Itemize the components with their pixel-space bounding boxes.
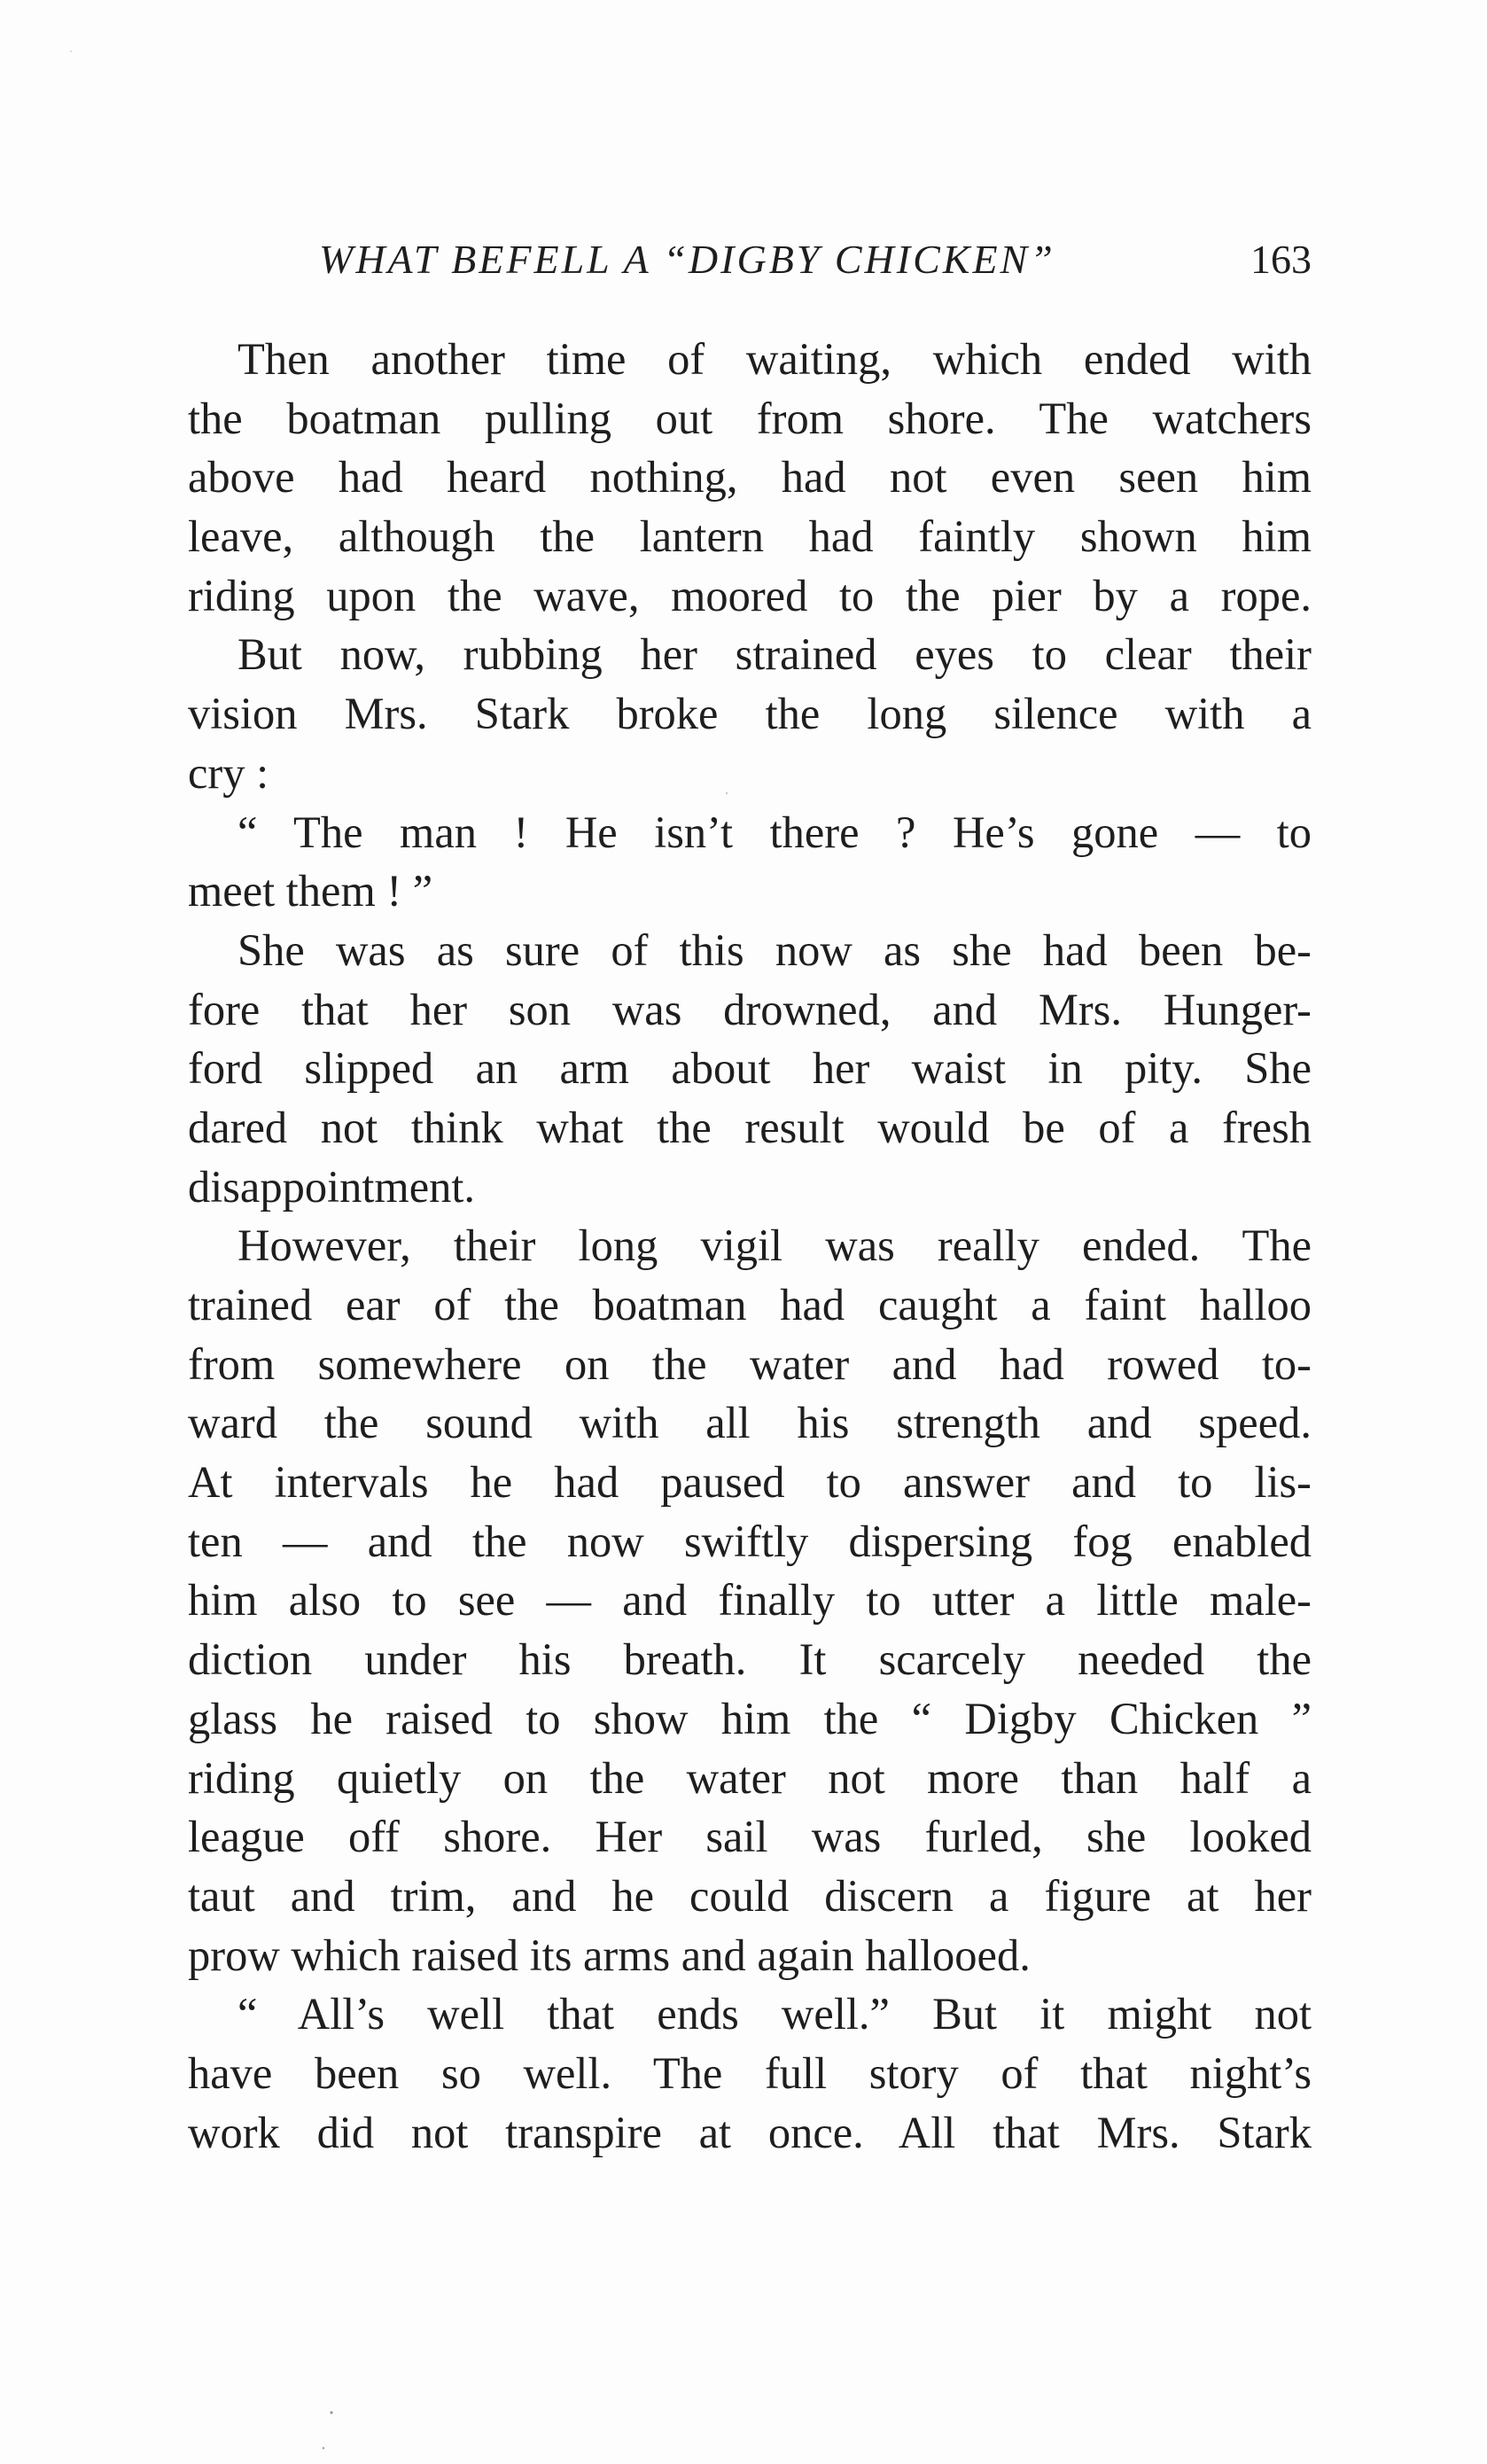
running-head: [319, 229, 1312, 291]
text-line: diction under his breath. It scarcely needed the: [188, 1634, 1312, 1685]
text-line: disappointment.: [188, 1161, 476, 1212]
text-line: vision Mrs. Stark broke the long silence with a: [188, 689, 1312, 739]
text-line: At intervals he had paused to answer and to lis-: [188, 1457, 1312, 1508]
text-line: riding upon the wave, moored to the pier by a rope.: [188, 570, 1312, 620]
text-line: ten — and the now swiftly dispersing fog enabled: [188, 1516, 1312, 1566]
text-line: taut and trim, and he could discern a figure at her: [188, 1870, 1312, 1921]
text-line: Then another time of waiting, which ended with: [237, 334, 1312, 384]
text-line: trained ear of the boatman had caught a faint halloo: [188, 1280, 1312, 1329]
paper-speck: [70, 51, 72, 52]
text-line: “ All’s well that ends well.” But it might not: [237, 1989, 1312, 2039]
text-line: However, their long vigil was really ended. The: [237, 1220, 1312, 1271]
body-text: [188, 330, 1312, 2162]
text-line: riding quietly on the water not more than half a: [188, 1752, 1312, 1803]
text-line: league off shore. Her sail was furled, she looked: [188, 1812, 1312, 1862]
text-line: But now, rubbing her strained eyes to clear their: [237, 629, 1312, 680]
text-line: ward the sound with all his strength and speed.: [188, 1398, 1312, 1448]
text-line: meet them ! ”: [188, 866, 433, 916]
text-line: dared not think what the result would be of a fresh: [188, 1102, 1312, 1152]
text-line: from somewhere on the water and had rowed to-: [188, 1338, 1312, 1389]
text-line: the boatman pulling out from shore. The watchers: [188, 393, 1312, 443]
text-line: work did not transpire at once. All that Mrs. Stark: [188, 2107, 1312, 2157]
running-title: WHAT BEFELL A “DIGBY CHICKEN”: [319, 237, 1055, 282]
paper-speck: [323, 2447, 325, 2450]
text-line: fore that her son was drowned, and Mrs. Hunger-: [188, 984, 1312, 1034]
text-line: ford slipped an arm about her waist in pity. She: [188, 1043, 1312, 1094]
text-line: cry :: [188, 747, 269, 798]
text-line: prow which raised its arms and again hallooed.: [188, 1930, 1031, 1980]
text-line: leave, although the lantern had faintly shown him: [188, 511, 1312, 562]
paper-speck: [330, 2411, 332, 2413]
text-line: She was as sure of this now as she had been be-: [237, 924, 1312, 975]
text-line: “ The man ! He isn’t there ? He’s gone — to: [237, 807, 1312, 857]
page-number: 163: [1250, 237, 1312, 282]
text-line: above had heard nothing, had not even seen him: [188, 452, 1312, 503]
text-line: have been so well. The full story of that night’s: [188, 2047, 1312, 2098]
text-line: glass he raised to show him the “ Digby Chicken ”: [188, 1693, 1312, 1743]
text-line: him also to see — and finally to utter a little male-: [188, 1575, 1312, 1626]
